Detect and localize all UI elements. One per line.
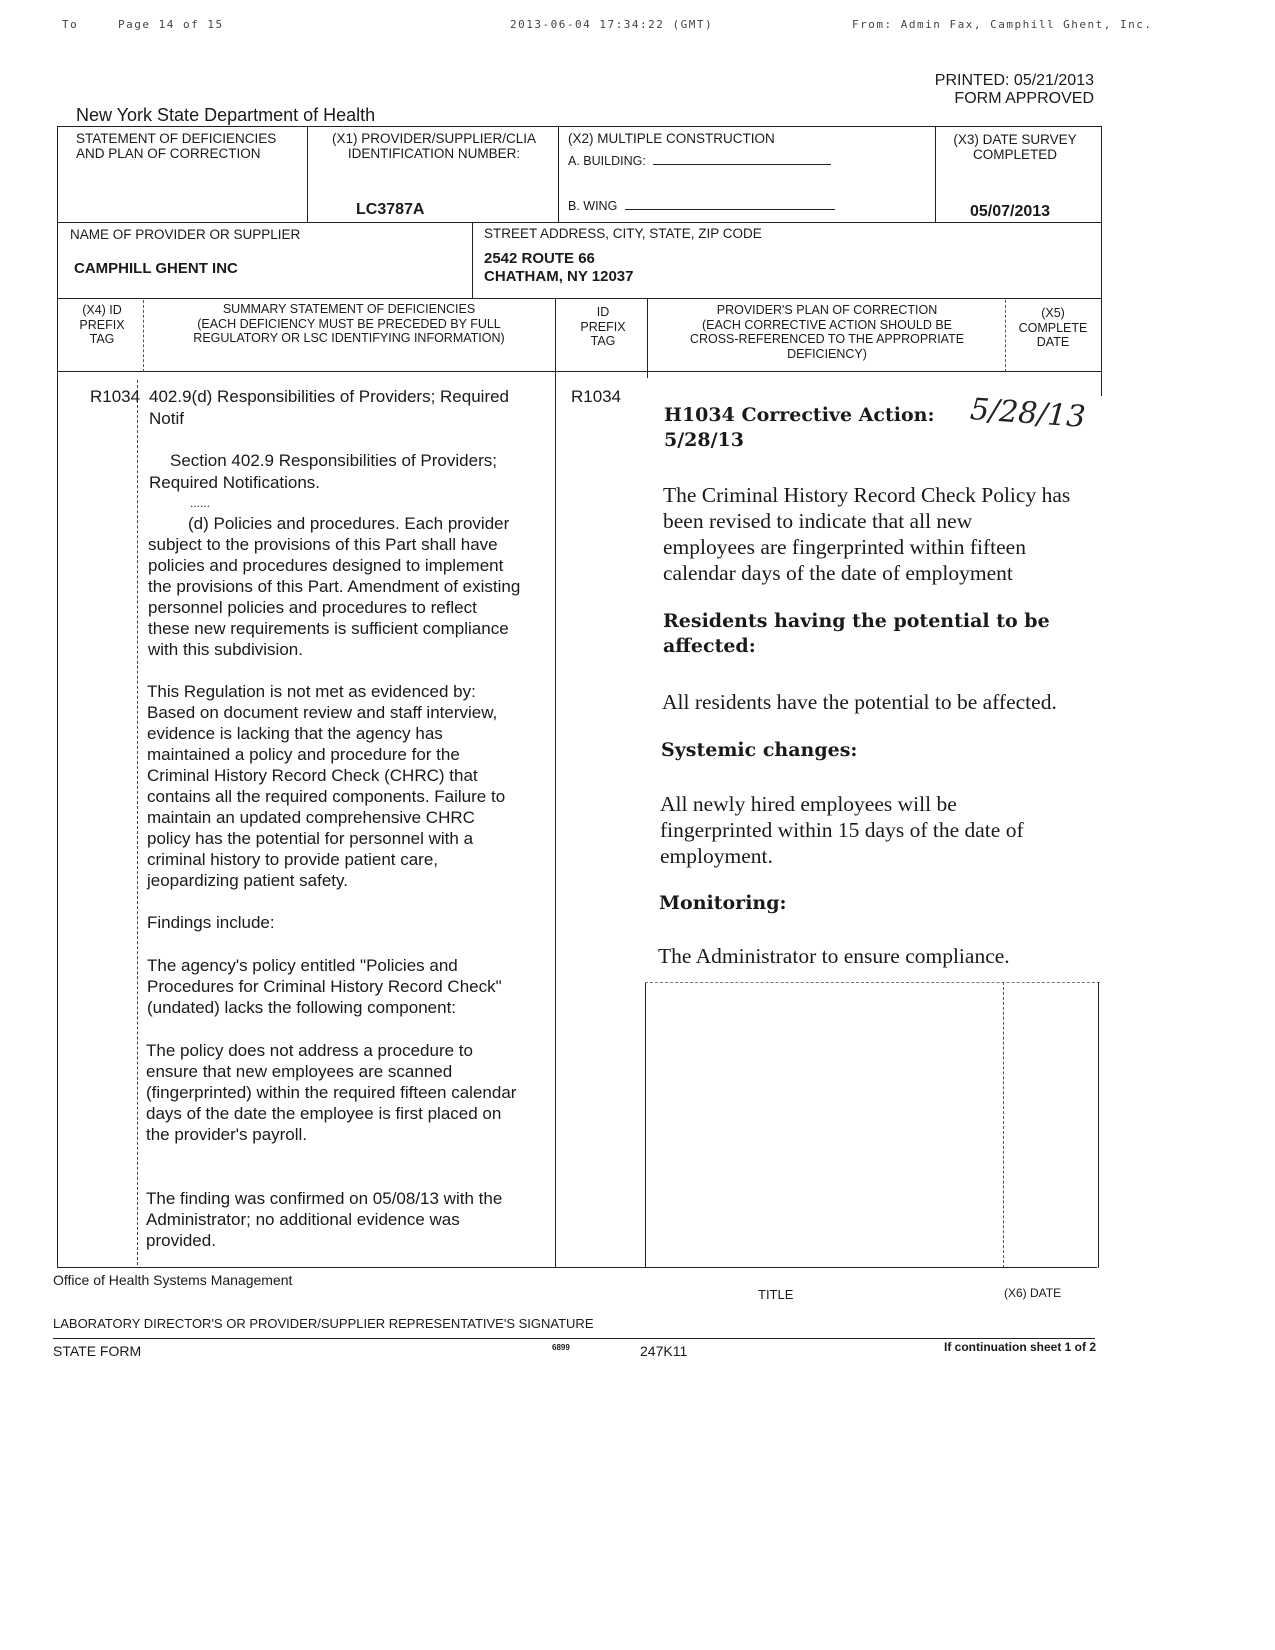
left-border [57,126,58,1268]
address-label: STREET ADDRESS, CITY, STATE, ZIP CODE [484,226,762,241]
residents-heading: Residents having the potential to be affected: [663,610,1050,657]
x1-label: (X1) PROVIDER/SUPPLIER/CLIA IDENTIFICATION NUMBER: [331,131,537,161]
header-top-rule [57,126,1102,127]
x5-header: (X5) COMPLETE DATE [1018,306,1088,349]
confirmed-paragraph: The finding was confirmed on 05/08/13 with the Administrator; no additional evidence was provided. [146,1189,503,1250]
form-code-small: 6899 [552,1343,570,1352]
deficiency-tag: R1034 [90,387,141,406]
plan-box-top-rule [645,982,1100,983]
policy-paragraph: (d) Policies and procedures. Each provider subject to the provisions of this Part shall have policies and procedures designed to implement the provisions of this Part. Amendment of existing personnel policies and procedures to reflect these new requirements is sufficient compliance with this subdivision. [148,514,521,659]
header-bottom-rule [57,298,1102,299]
systemic-changes-heading: Systemic changes: [661,739,858,761]
address-divider [472,222,473,298]
fax-to: To [62,18,79,31]
wing-row [568,199,835,214]
plan-header: PROVIDER'S PLAN OF CORRECTION (EACH CORRECTIVE ACTION SHOULD BE CROSS-REFERENCED TO THE APPROPRIATE DEFICIENCY) [689,303,965,361]
fax-from: From: Admin Fax, Camphill Ghent, Inc. [852,18,1153,31]
not-met-paragraph: This Regulation is not met as evidenced by: Based on document review and staff interview, evidence is lacking that the agency has maintained a policy and procedure for the Criminal History Record Check (CHRC) that contains all the required components. Failure to maintain an updated comprehensive CHRC policy has the potential for personnel with a criminal history to provide patient care, jeopardizing patient safety. [147,682,506,890]
state-form-label: STATE FORM [53,1343,142,1359]
x3-label: (X3) DATE SURVEY COMPLETED [953,132,1077,162]
column-header-rule [57,371,1102,372]
statement-label: STATEMENT OF DEFICIENCIES AND PLAN OF CORRECTION [76,131,277,161]
provider-name-label: NAME OF PROVIDER OR SUPPLIER [70,227,301,242]
title-label: TITLE [758,1287,794,1302]
id-header: ID PREFIX TAG [580,305,626,348]
x1-divider [307,126,308,222]
agency-policy-paragraph: The agency's policy entitled "Policies and Procedures for Criminal History Record Check" (undated) lacks the following component: [147,956,502,1017]
fax-timestamp: 2013-06-04 17:34:22 (GMT) [510,18,714,31]
wing-label: B. WING [568,199,618,213]
x2-label: (X2) MULTIPLE CONSTRUCTION [568,131,775,146]
form-code: 247K11 [640,1343,688,1359]
provider-id-number: LC3787A [356,201,425,218]
deficiency-title: 402.9(d) Responsibilities of Providers; Required Notif [149,387,510,428]
header-mid-rule [57,222,1102,223]
agency-name: New York State Department of Health [76,105,376,125]
does-not-address-paragraph: The policy does not address a procedure to ensure that new employees are scanned (fingerprinted) within the required fifteen calendar days of the date the employee is first placed on the provider's payroll. [146,1041,517,1144]
footer-rule [53,1338,1095,1339]
monitoring-heading: Monitoring: [659,892,787,914]
plan-divider-bottom [645,982,646,1268]
printed-block [935,72,1094,108]
plan-box-right-rule [1098,982,1099,1268]
wing-field [625,209,835,210]
provider-name: CAMPHILL GHENT INC [74,260,238,277]
printed-date: PRINTED: 05/21/2013 [934,72,1094,89]
signature-label: LABORATORY DIRECTOR'S OR PROVIDER/SUPPLIER REPRESENTATIVE'S SIGNATURE [53,1316,594,1331]
summary-header: SUMMARY STATEMENT OF DEFICIENCIES (EACH DEFICIENCY MUST BE PRECEDED BY FULL REGULATORY OR LSC IDENTIFYING INFORMATION) [193,302,505,345]
x4-divider-dashed [143,300,144,372]
plan-divider-top [647,298,648,378]
building-field [653,164,831,165]
corrective-action-heading: H1034 Corrective Action: 5/28/13 [664,404,935,451]
building-label: A. BUILDING: [568,154,646,168]
corrective-policy-paragraph: The Criminal History Record Check Policy has been revised to indicate that all new employees are fingerprinted within fifteen calendar days of the date of employment [663,483,1071,585]
systemic-changes-paragraph: All newly hired employees will be fingerprinted within 15 days of the date of employment. [660,792,1024,868]
handwritten-completion-date: 5/28/13 [968,392,1087,435]
form-approved: FORM APPROVED [954,90,1094,107]
address-line-2: CHATHAM, NY 12037 [484,268,634,285]
survey-completed-date: 05/07/2013 [970,203,1051,220]
body-bottom-rule [57,1267,1097,1268]
office-name: Office of Health Systems Management [53,1272,293,1288]
fax-page-number: Page 14 of 15 [118,18,224,31]
section-heading: Section 402.9 Responsibilities of Providers; Required Notifications. [149,451,497,492]
address-line-1: 2542 ROUTE 66 [484,250,595,267]
correction-tag: R1034 [571,387,622,406]
continuation-sheet: If continuation sheet 1 of 2 [944,1340,1097,1354]
right-border [1101,126,1102,396]
findings-label: Findings include: [147,913,275,932]
building-row [568,154,831,169]
x2-divider [558,126,559,222]
residents-text: All residents have the potential to be affected. [662,690,1057,714]
x6-date-label: (X6) DATE [1004,1286,1062,1300]
x3-divider [935,126,936,222]
x5-divider-lower [1003,982,1004,1268]
x5-divider-dashed [1005,300,1006,372]
deficiency-dashed-divider [137,380,138,1265]
x4-header: (X4) ID PREFIX TAG [79,303,125,346]
ellipsis: ...... [190,496,211,510]
address [484,250,634,286]
monitoring-text: The Administrator to ensure compliance. [658,944,1010,968]
